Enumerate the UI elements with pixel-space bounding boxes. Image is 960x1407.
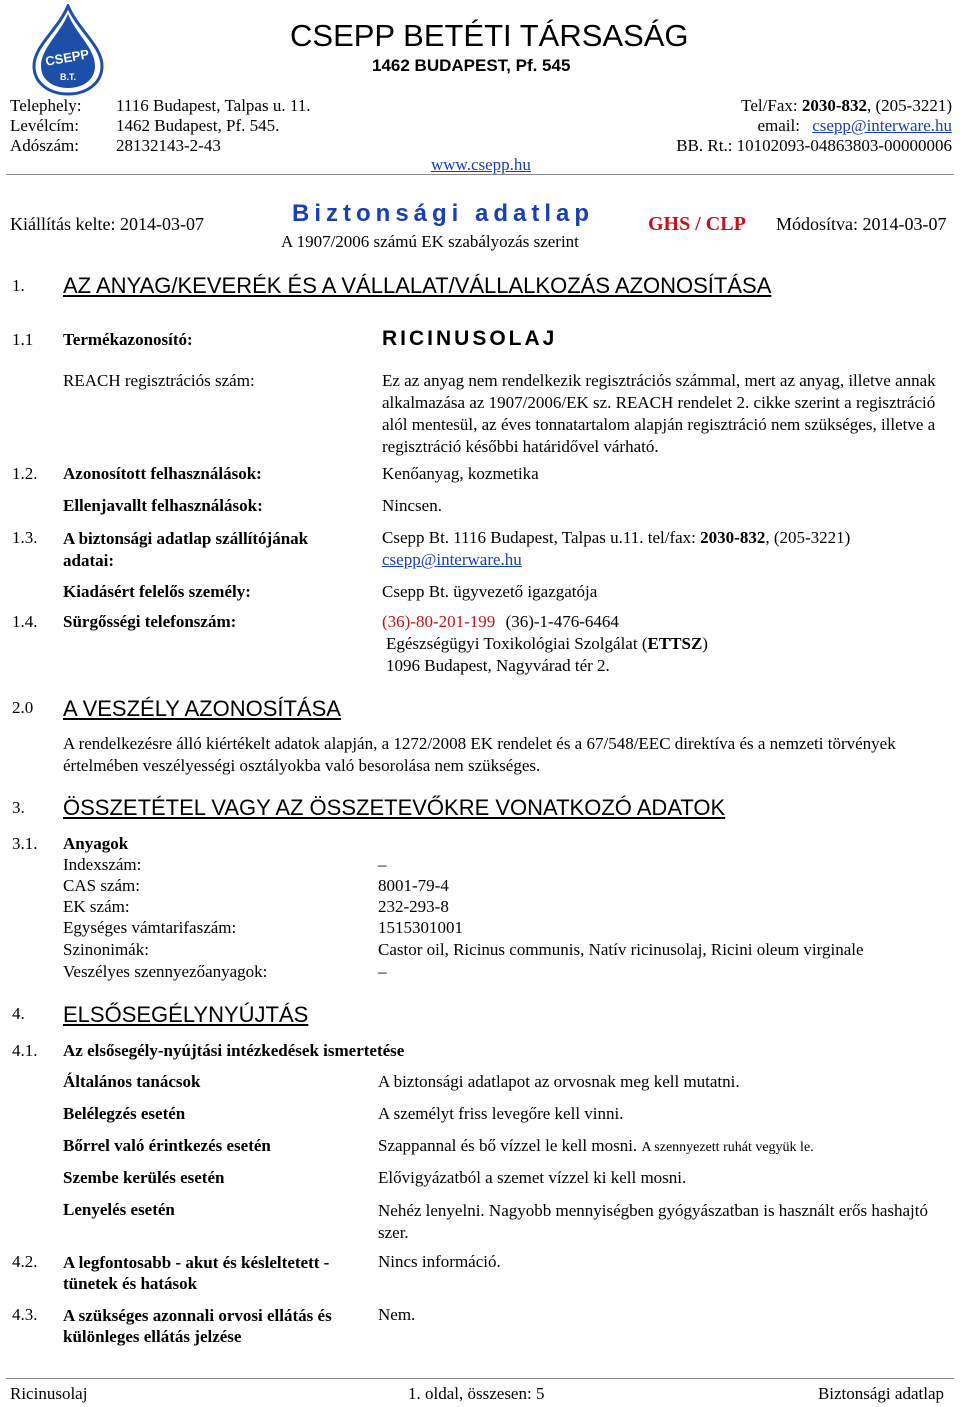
s31-number: 3.1. (12, 834, 38, 853)
s42-number: 4.2. (12, 1252, 38, 1271)
s12-number: 1.2. (12, 464, 38, 483)
s13-phone-rest: , (205-3221) (765, 528, 851, 547)
telephely-value: 1116 Budapest, Talpas u. 11. (116, 96, 311, 115)
section2-number: 2.0 (12, 698, 34, 717)
composition-value: 1515301001 (378, 918, 463, 937)
reach-text: Ez az anyag nem rendelkezik regisztrációs számmal, mert az anyag, illetve annak alkalmazása az 1907/2006/EK sz. REACH rendelet 2. cikke szerint a regisztráció alól mentesül, az éves tonnatartalom alapján regisztráció nem szükséges, illetve a regisztráció későbbi határidővel várható. (382, 371, 936, 456)
footer-left: Ricinusolaj (10, 1384, 88, 1403)
s14-org-text: Egészségügyi Toxikológiai Szolgálat ( (386, 634, 648, 653)
composition-label: EK szám: (63, 897, 130, 916)
composition-label: Indexszám: (63, 855, 142, 874)
s11-number: 1.1 (12, 330, 34, 349)
resp-label: Kiadásért felelős személy: (63, 582, 251, 601)
first-aid-value (378, 1136, 814, 1156)
section3-title: ÖSSZETÉTEL VAGY AZ ÖSSZETEVŐKRE VONATKOZÓ ADATOK (63, 795, 726, 820)
s14-number: 1.4. (12, 612, 38, 631)
s42-label: A legfontosabb - akut és késleltetett - tünetek és hatások (63, 1253, 330, 1293)
bank-account: BB. Rt.: 10102093-04863803-00000006 (676, 136, 952, 155)
s43-value: Nem. (378, 1305, 416, 1324)
product-name: RICINUSOLAJ (382, 327, 558, 350)
s13-email-link[interactable]: csepp@interware.hu (382, 550, 522, 569)
s11-label: Termékazonosító: (63, 330, 193, 349)
ghs-clp: GHS / CLP (648, 213, 746, 235)
first-aid-value: A személyt friss levegőre kell vinni. (378, 1104, 624, 1123)
s42-value: Nincs információ. (378, 1252, 501, 1271)
svg-text:B.T.: B.T. (59, 72, 77, 82)
composition-value: 8001-79-4 (378, 876, 449, 895)
contra-value: Nincsen. (382, 496, 442, 515)
levelcim-value: 1462 Budapest, Pf. 545. (116, 116, 280, 135)
contra-label: Ellenjavallt felhasználások: (63, 496, 263, 515)
email-link[interactable]: csepp@interware.hu (812, 116, 952, 135)
footer-page-count: 1. oldal, összesen: 5 (408, 1384, 545, 1403)
reach-label: REACH regisztrációs szám: (63, 371, 255, 390)
first-aid-value: Elővigyázatból a szemet vízzel ki kell mosni. (378, 1168, 687, 1187)
doc-title: Biztonsági adatlap (292, 200, 595, 227)
composition-label: Szinonimák: (63, 940, 149, 959)
resp-value: Csepp Bt. ügyvezető igazgatója (382, 582, 598, 601)
adoszam-label: Adószám: (10, 136, 79, 155)
email (757, 116, 952, 136)
s41-number: 4.1. (12, 1041, 38, 1060)
first-aid-label: Belélegzés esetén (63, 1104, 186, 1123)
telfax-number: 2030-832 (801, 96, 868, 115)
first-aid-value-text: Szappannal és bő vízzel le kell mosni. (378, 1136, 638, 1155)
issue-date: Kiállítás kelte: 2014-03-07 (10, 214, 204, 234)
first-aid-value: Nehéz lenyelni. Nagyobb mennyiségben gyógyászatban is használt erős hashajtó szer. (378, 1201, 928, 1242)
telfax (741, 96, 952, 116)
s12-value: Kenőanyag, kozmetika (382, 464, 539, 483)
s14-org-abbr: ETTSZ (647, 634, 703, 653)
s41-label: Az elsősegély-nyújtási intézkedések ismertetése (63, 1041, 405, 1060)
s13-phone: 2030-832 (700, 528, 766, 547)
website-link[interactable]: www.csepp.hu (431, 155, 531, 174)
composition-value: – (378, 855, 387, 874)
s31-label: Anyagok (63, 834, 129, 853)
composition-value: 232-293-8 (378, 897, 449, 916)
emergency-phone-2: (36)-1-476-6464 (505, 612, 619, 631)
section1-number: 1. (12, 276, 25, 295)
modified-date: Módosítva: 2014-03-07 (776, 214, 947, 234)
company-address: 1462 BUDAPEST, Pf. 545 (372, 56, 571, 75)
doc-subtitle: A 1907/2006 számú EK szabályozás szerint (281, 232, 579, 251)
adoszam-value: 28132143-2-43 (116, 136, 221, 155)
s13-number: 1.3. (12, 528, 38, 547)
s12-label: Azonosított felhasználások: (63, 464, 262, 483)
company-logo (28, 4, 108, 96)
section2-text: A rendelkezésre álló kiértékelt adatok alapján, a 1272/2008 EK rendelet és a 67/548/EEC direktíva és a nemzeti törvények értelmében veszélyességi osztályokba való besorolása nem szükséges. (63, 734, 896, 775)
company-name: CSEPP BETÉTI TÁRSASÁG (290, 18, 689, 53)
s14-label: Sürgősségi telefonszám: (63, 612, 237, 631)
composition-label: Veszélyes szennyezőanyagok: (63, 962, 268, 981)
email-label: email: (757, 116, 800, 135)
section4-title: ELSŐSEGÉLYNYÚJTÁS (63, 1002, 309, 1027)
first-aid-value: A biztonsági adatlapot az orvosnak meg kell mutatni. (378, 1072, 740, 1091)
s14-phones (382, 612, 619, 632)
telfax-rest: , (205-3221) (867, 96, 952, 115)
section2-title: A VESZÉLY AZONOSÍTÁSA (63, 696, 341, 721)
footer-divider (6, 1378, 954, 1379)
telephely-label: Telephely: (10, 96, 82, 115)
composition-label: CAS szám: (63, 876, 140, 895)
s13-value (382, 528, 850, 548)
composition-value: Castor oil, Ricinus communis, Natív ricinusolaj, Ricini oleum virginale (378, 940, 864, 959)
composition-label: Egységes vámtarifaszám: (63, 918, 237, 937)
s43-label: A szükséges azonnali orvosi ellátás és különleges ellátás jelzése (63, 1306, 332, 1346)
svg-text:CSEPP: CSEPP (44, 46, 91, 69)
first-aid-label: Bőrrel való érintkezés esetén (63, 1136, 271, 1155)
levelcim-label: Levélcím: (10, 116, 79, 135)
header-divider (6, 174, 954, 175)
first-aid-value-note: A szennyezett ruhát vegyük le. (641, 1140, 814, 1155)
telfax-label: Tel/Fax: (741, 96, 798, 115)
water-drop-logo-icon (28, 4, 108, 96)
s13-value-text: Csepp Bt. 1116 Budapest, Talpas u.11. tel/fax: (382, 528, 701, 547)
s13-label: A biztonsági adatlap szállítójának adatai: (63, 529, 309, 570)
s14-org (386, 634, 708, 654)
section4-number: 4. (12, 1004, 25, 1023)
first-aid-label: Szembe kerülés esetén (63, 1168, 225, 1187)
footer-right: Biztonsági adatlap (817, 1384, 944, 1403)
section1-title: AZ ANYAG/KEVERÉK ÉS A VÁLLALAT/VÁLLALKOZÁS AZONOSÍTÁSA (63, 273, 772, 298)
first-aid-label: Lenyelés esetén (63, 1200, 175, 1219)
composition-value: – (378, 962, 387, 981)
s14-org-close: ) (702, 634, 708, 653)
section3-number: 3. (12, 798, 25, 817)
emergency-phone: (36)-80-201-199 (382, 612, 496, 631)
first-aid-label: Általános tanácsok (63, 1072, 201, 1091)
s14-address: 1096 Budapest, Nagyvárad tér 2. (386, 656, 610, 675)
s43-number: 4.3. (12, 1305, 38, 1324)
